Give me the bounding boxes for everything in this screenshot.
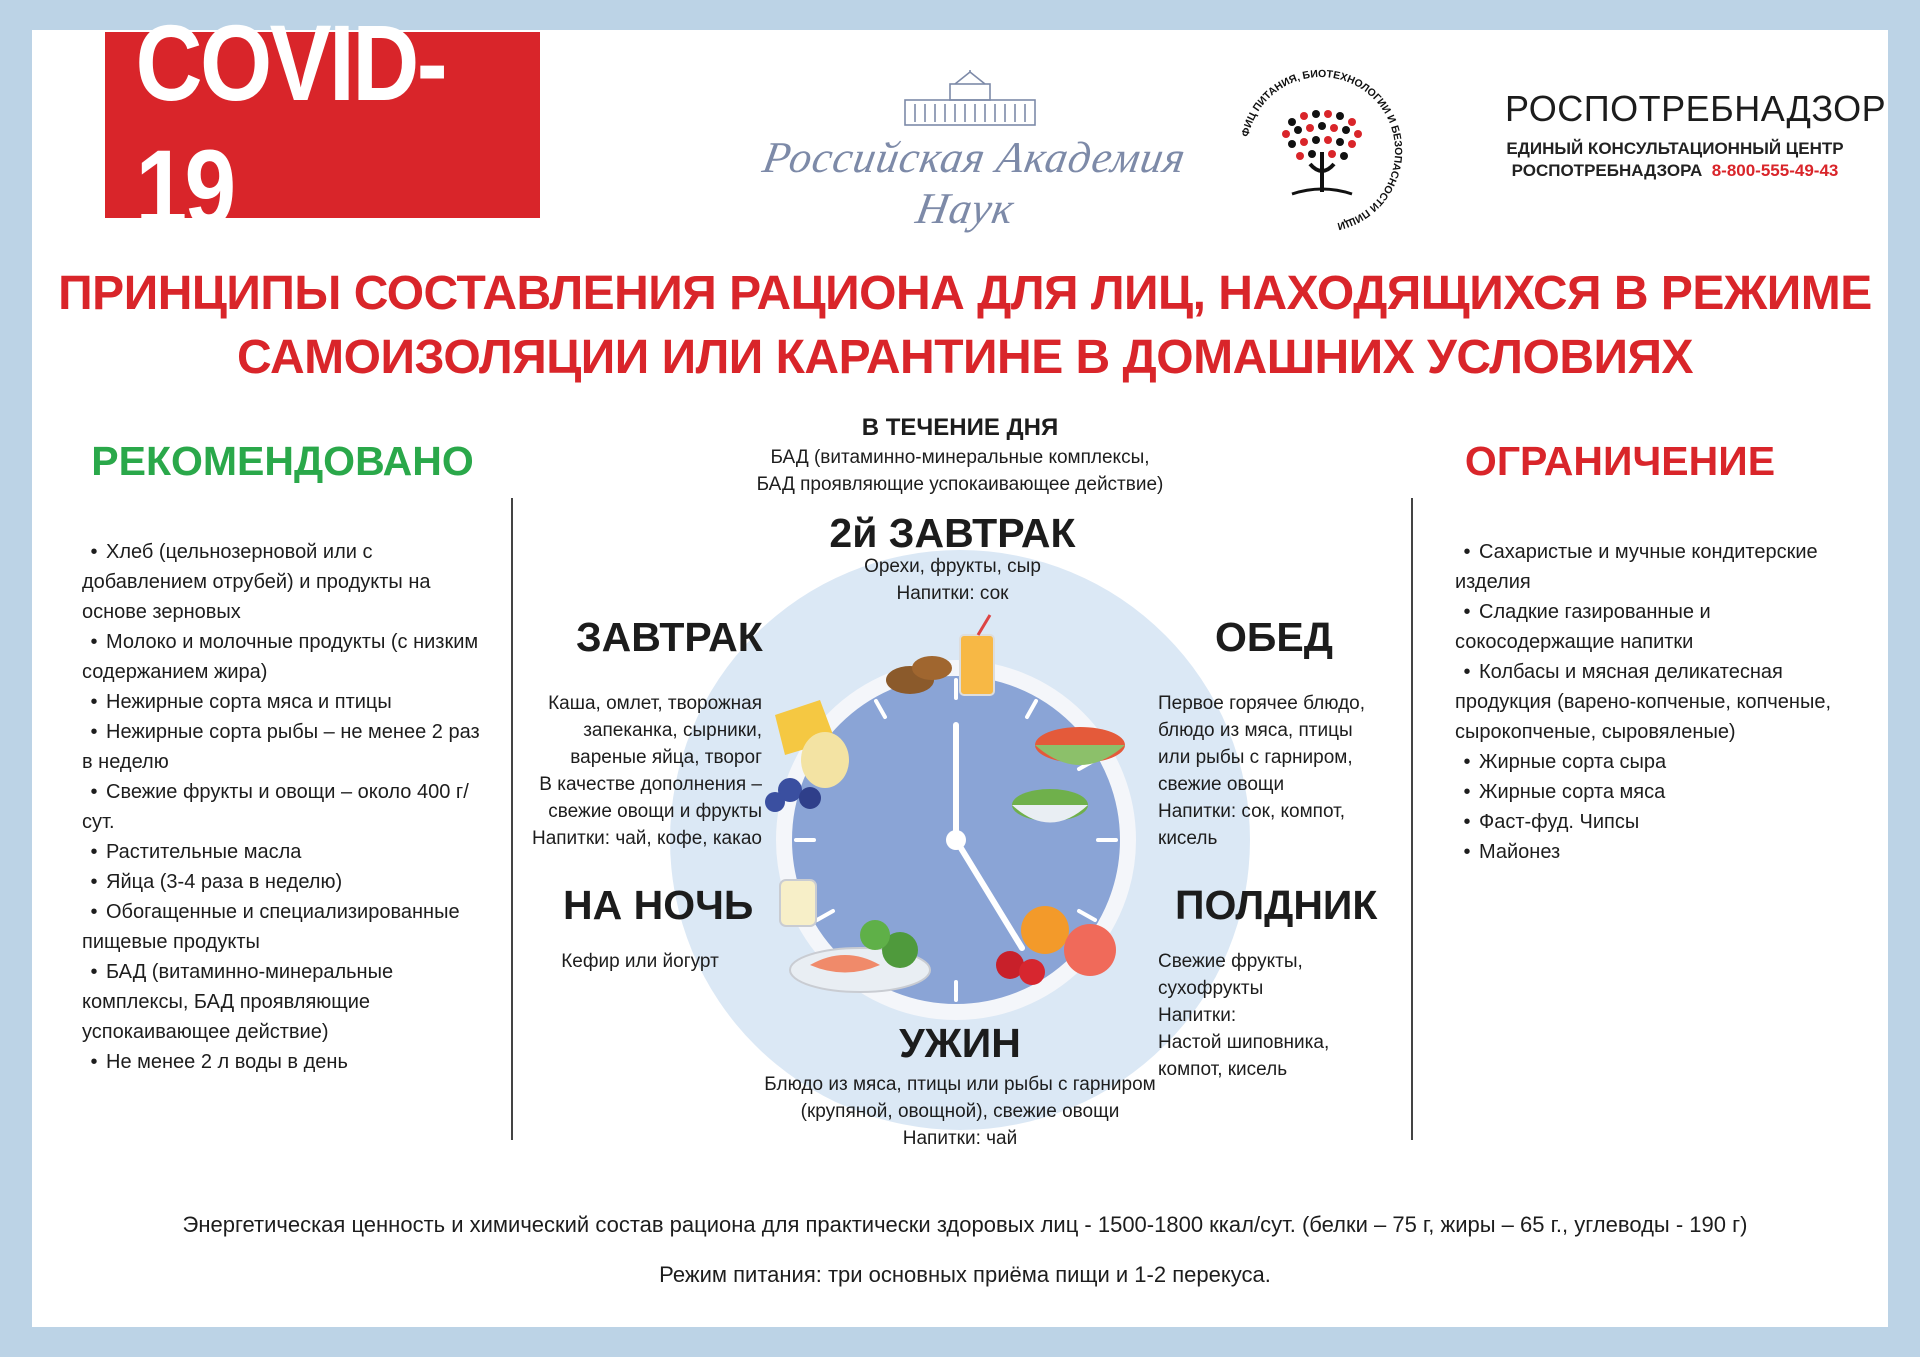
second-breakfast-line1: Орехи, фрукты, сыр bbox=[864, 556, 1041, 577]
snack-text: Свежие фрукты, сухофрукты Напитки: Настой шиповника, компот, кисель bbox=[1158, 951, 1330, 1080]
limited-list bbox=[1455, 537, 1865, 867]
list-item: • Яйца (3-4 раза в неделю) bbox=[90, 871, 343, 893]
covid-banner bbox=[105, 2, 540, 248]
list-item: • Обогащенные и специализированные пищевые продукты bbox=[82, 901, 460, 953]
list-item: • Нежирные сорта рыбы – не менее 2 раз в неделю bbox=[82, 721, 480, 773]
covid-label: COVID-19 bbox=[135, 2, 446, 248]
lunch-title: ОБЕД bbox=[1215, 614, 1333, 660]
ras-name: Российская Академия Наук bbox=[759, 133, 1190, 233]
during-day-line2: БАД проявляющие успокаивающее действие) bbox=[756, 474, 1164, 495]
breakfast-title: ЗАВТРАК bbox=[576, 614, 763, 660]
svg-text:ФИЦ ПИТАНИЯ, БИОТЕХНОЛОГИИ И Б bbox=[1239, 68, 1404, 232]
list-item: • Сахаристые и мучные кондитерские изделия bbox=[1455, 541, 1818, 593]
recommended-list bbox=[82, 537, 482, 1077]
list-item: • Хлеб (цельнозерновой или с добавлением отрубей) и продукты на основе зерновых bbox=[82, 541, 431, 623]
main-title bbox=[40, 262, 1890, 390]
right-divider bbox=[1411, 498, 1413, 1140]
list-item: • Колбасы и мясная деликатесная продукция (варено-копченые, копченые, сырокопченые, сыровяленые) bbox=[1455, 661, 1832, 743]
kefir-jar-icon bbox=[780, 880, 816, 926]
dinner-block: УЖИН Блюдо из мяса, птицы или рыбы с гарниром (крупяной, овощной), свежие овощи Напитки: чай bbox=[700, 1030, 1220, 1152]
ras-logo bbox=[755, 70, 1190, 233]
rpn-line1: ЕДИНЫЙ КОНСУЛЬТАЦИОННЫЙ ЦЕНТР bbox=[1506, 139, 1844, 158]
fic-ring-text: ФИЦ ПИТАНИЯ, БИОТЕХНОЛОГИИ И БЕЗОПАСНОСТИ ПИЩИ bbox=[1239, 67, 1405, 233]
recommended-heading: РЕКОМЕНДОВАНО bbox=[91, 438, 474, 484]
footer-regime: Режим питания: три основных приёма пищи и 1-2 перекуса. bbox=[659, 1262, 1271, 1287]
second-breakfast-block bbox=[780, 510, 1125, 607]
list-item: • Растительные масла bbox=[90, 841, 302, 863]
main-title-line1: ПРИНЦИПЫ СОСТАВЛЕНИЯ РАЦИОНА ДЛЯ ЛИЦ, НАХОДЯЩИХСЯ В РЕЖИМЕ bbox=[58, 267, 1872, 320]
rpn-title: РОСПОТРЕБНАДЗОР bbox=[1505, 88, 1887, 129]
list-item: • Молоко и молочные продукты (с низким содержанием жира) bbox=[82, 631, 479, 683]
fic-logo bbox=[1230, 60, 1412, 242]
during-day-line1: БАД (витаминно-минеральные комплексы, bbox=[770, 447, 1150, 468]
list-item: • Жирные сорта мяса bbox=[1463, 781, 1666, 803]
rospotrebnadzor-block bbox=[1505, 88, 1887, 182]
snack-title: ПОЛДНИК bbox=[1175, 882, 1378, 928]
breakfast-text: Каша, омлет, творожная запеканка, сырники, вареные яйца, творог В качестве дополнения – свежие овощи и фрукты Напитки: чай, кофе, какао bbox=[531, 693, 762, 849]
second-breakfast-title: 2й ЗАВТРАК bbox=[829, 510, 1076, 556]
night-text: Кефир или йогурт bbox=[561, 951, 719, 972]
lunch-text: Первое горячее блюдо, блюдо из мяса, птицы или рыбы с гарниром, свежие овощи Напитки: сок, компот, кисель bbox=[1158, 693, 1365, 849]
footer-energy: Энергетическая ценность и химический состав рациона для практически здоровых лиц - 1500-1800 ккал/сут. (белки – 75 г, жиры – 65 г., углеводы - 190 г) bbox=[182, 1212, 1748, 1237]
clock-center bbox=[946, 830, 966, 850]
during-day-title: В ТЕЧЕНИЕ ДНЯ bbox=[861, 414, 1059, 441]
list-item: • Жирные сорта сыра bbox=[1463, 751, 1667, 773]
academy-building-icon bbox=[895, 70, 1045, 130]
during-day-block bbox=[700, 412, 1220, 498]
list-item: • Майонез bbox=[1463, 841, 1561, 863]
list-item: • Не менее 2 л воды в день bbox=[90, 1051, 348, 1073]
rpn-phone[interactable]: 8-800-555-49-43 bbox=[1711, 161, 1839, 180]
night-title: НА НОЧЬ bbox=[563, 882, 754, 928]
list-item: • Нежирные сорта мяса и птицы bbox=[90, 691, 392, 713]
rpn-line2: РОСПОТРЕБНАДЗОРА bbox=[1511, 161, 1703, 180]
fic-emblem-icon bbox=[1230, 60, 1412, 242]
second-breakfast-line2: Напитки: сок bbox=[896, 583, 1009, 604]
list-item: • Свежие фрукты и овощи – около 400 г/сут. bbox=[82, 781, 469, 833]
dinner-title: УЖИН bbox=[899, 1020, 1021, 1066]
main-title-line2: САМОИЗОЛЯЦИИ ИЛИ КАРАНТИНЕ В ДОМАШНИХ УСЛОВИЯХ bbox=[237, 331, 1693, 384]
list-item: • Фаст-фуд. Чипсы bbox=[1463, 811, 1640, 833]
list-item: • БАД (витаминно-минеральные комплексы, БАД проявляющие успокаивающее действие) bbox=[82, 961, 394, 1043]
list-item: • Сладкие газированные и сокосодержащие напитки bbox=[1455, 601, 1711, 653]
limited-heading: ОГРАНИЧЕНИЕ bbox=[1464, 438, 1776, 484]
